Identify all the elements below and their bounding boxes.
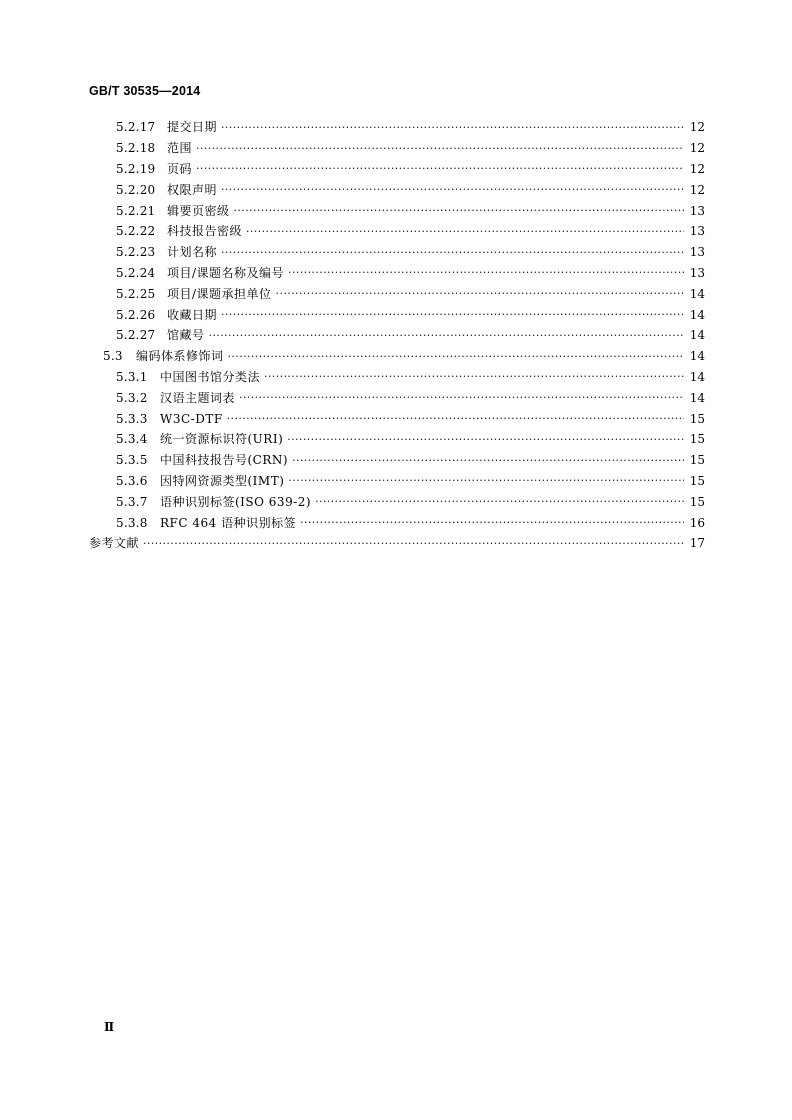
toc-entry-number: 5.3 xyxy=(103,349,123,364)
toc-entry-5-3-1[interactable] xyxy=(89,367,705,388)
toc-entry-5-2-18[interactable] xyxy=(89,138,705,159)
toc-leader-dots xyxy=(143,538,684,549)
toc-entry-page: 17 xyxy=(689,536,705,551)
toc-entry-title: 中国图书馆分类法 xyxy=(160,369,261,384)
toc-entry-title: 统一资源标识符(URI) xyxy=(160,432,284,447)
toc-entry-number: 5.2.24 xyxy=(116,265,156,280)
toc-entry-title: 提交日期 xyxy=(167,120,218,135)
toc-entry-5-2-24[interactable] xyxy=(89,263,705,284)
toc-entry-5-2-27[interactable] xyxy=(89,325,705,346)
toc-entry-title: 范围 xyxy=(167,141,193,156)
toc-leader-dots xyxy=(227,413,684,424)
toc-entry-title: 参考文献 xyxy=(89,536,140,551)
toc-entry-page: 14 xyxy=(689,328,705,343)
toc-entry-page: 13 xyxy=(689,224,705,239)
toc-entry-title: 项目/课题承担单位 xyxy=(167,286,272,301)
toc-entry-title: 中国科技报告号(CRN) xyxy=(160,453,289,468)
toc-entry-5-2-25[interactable] xyxy=(89,283,705,304)
toc-leader-dots xyxy=(315,496,684,507)
toc-entry-page: 16 xyxy=(689,515,705,530)
toc-entry-page: 15 xyxy=(689,453,705,468)
toc-entry-title: 因特网资源类型(IMT) xyxy=(160,473,285,488)
toc-leader-dots xyxy=(276,288,684,299)
toc-entry-5-2-20[interactable] xyxy=(89,179,705,200)
toc-entry-number: 5.2.23 xyxy=(116,245,156,260)
toc-entry-references[interactable] xyxy=(89,533,705,554)
toc-entry-page: 14 xyxy=(689,369,705,384)
toc-entry-title: 计划名称 xyxy=(167,245,218,260)
toc-leader-dots xyxy=(221,309,684,320)
toc-entry-number: 5.2.22 xyxy=(116,224,156,239)
toc-leader-dots xyxy=(196,163,684,174)
toc-entry-5-2-22[interactable] xyxy=(89,221,705,242)
toc-entry-5-2-23[interactable] xyxy=(89,242,705,263)
toc-entry-page: 12 xyxy=(689,120,705,135)
toc-entry-page: 14 xyxy=(689,286,705,301)
toc-leader-dots xyxy=(221,184,684,195)
toc-entry-page: 14 xyxy=(689,307,705,322)
toc-entry-page: 12 xyxy=(689,141,705,156)
toc-entry-title: 辑要页密级 xyxy=(167,203,230,218)
toc-entry-title: 编码体系修饰词 xyxy=(136,349,224,364)
toc-leader-dots xyxy=(288,475,683,486)
page-number-footer: Ⅱ xyxy=(104,1020,115,1034)
toc-entry-title: 收藏日期 xyxy=(167,307,218,322)
toc-entry-number: 5.2.20 xyxy=(116,182,156,197)
toc-entry-number: 5.3.5 xyxy=(116,453,148,468)
toc-entry-5-3-2[interactable] xyxy=(89,387,705,408)
toc-entry-number: 5.2.25 xyxy=(116,286,156,301)
toc-entry-5-3[interactable] xyxy=(89,346,705,367)
toc-entry-title: W3C-DTF xyxy=(160,411,223,426)
toc-entry-title: 语种识别标签(ISO 639-2) xyxy=(160,494,312,509)
toc-entry-number: 5.2.18 xyxy=(116,141,156,156)
toc-entry-5-3-6[interactable] xyxy=(89,471,705,492)
toc-leader-dots xyxy=(246,226,684,237)
toc-entry-number: 5.2.19 xyxy=(116,161,156,176)
toc-entry-title: 项目/课题名称及编号 xyxy=(167,265,285,280)
toc-entry-number: 5.3.1 xyxy=(116,369,148,384)
toc-entry-number: 5.3.4 xyxy=(116,432,148,447)
toc-leader-dots xyxy=(239,392,684,403)
toc-entry-number: 5.3.8 xyxy=(116,515,148,530)
toc-entry-title: 馆藏号 xyxy=(167,328,205,343)
toc-entry-5-3-7[interactable] xyxy=(89,491,705,512)
toc-entry-title: RFC 464 语种识别标签 xyxy=(160,515,297,530)
toc-entry-page: 13 xyxy=(689,265,705,280)
toc-entry-title: 页码 xyxy=(167,161,193,176)
toc-entry-number: 5.3.3 xyxy=(116,411,148,426)
toc-entry-5-3-4[interactable] xyxy=(89,429,705,450)
toc-entry-page: 13 xyxy=(689,203,705,218)
toc-leader-dots xyxy=(287,434,683,445)
toc-entry-title: 汉语主题词表 xyxy=(160,390,236,405)
toc-entry-page: 15 xyxy=(689,432,705,447)
toc-entry-page: 15 xyxy=(689,473,705,488)
toc-entry-5-3-8[interactable] xyxy=(89,512,705,533)
toc-entry-5-2-17[interactable] xyxy=(89,117,705,138)
toc-entry-5-2-26[interactable] xyxy=(89,304,705,325)
toc-leader-dots xyxy=(196,143,684,154)
toc-entry-page: 15 xyxy=(689,411,705,426)
toc-entry-number: 5.3.6 xyxy=(116,473,148,488)
standard-code-header: GB/T 30535—2014 xyxy=(89,84,201,98)
toc-leader-dots xyxy=(292,455,684,466)
toc-entry-page: 12 xyxy=(689,182,705,197)
toc-leader-dots xyxy=(288,267,684,278)
toc-leader-dots xyxy=(300,517,684,528)
toc-entry-number: 5.3.2 xyxy=(116,390,148,405)
toc-leader-dots xyxy=(221,247,684,258)
toc-entry-5-2-19[interactable] xyxy=(89,159,705,180)
table-of-contents xyxy=(89,117,705,554)
toc-entry-5-2-21[interactable] xyxy=(89,200,705,221)
toc-entry-page: 14 xyxy=(689,390,705,405)
toc-leader-dots xyxy=(228,351,684,362)
toc-entry-number: 5.2.26 xyxy=(116,307,156,322)
toc-entry-page: 15 xyxy=(689,494,705,509)
toc-entry-number: 5.2.27 xyxy=(116,328,156,343)
toc-leader-dots xyxy=(209,330,684,341)
toc-entry-title: 权限声明 xyxy=(167,182,218,197)
toc-entry-title: 科技报告密级 xyxy=(167,224,243,239)
toc-leader-dots xyxy=(221,122,684,133)
toc-entry-page: 12 xyxy=(689,161,705,176)
toc-leader-dots xyxy=(234,205,684,216)
toc-entry-number: 5.2.21 xyxy=(116,203,156,218)
toc-entry-page: 14 xyxy=(689,349,705,364)
toc-entry-page: 13 xyxy=(689,245,705,260)
toc-entry-5-3-5[interactable] xyxy=(89,450,705,471)
toc-entry-number: 5.3.7 xyxy=(116,494,148,509)
toc-entry-number: 5.2.17 xyxy=(116,120,156,135)
toc-entry-5-3-3[interactable] xyxy=(89,408,705,429)
toc-leader-dots xyxy=(264,371,684,382)
